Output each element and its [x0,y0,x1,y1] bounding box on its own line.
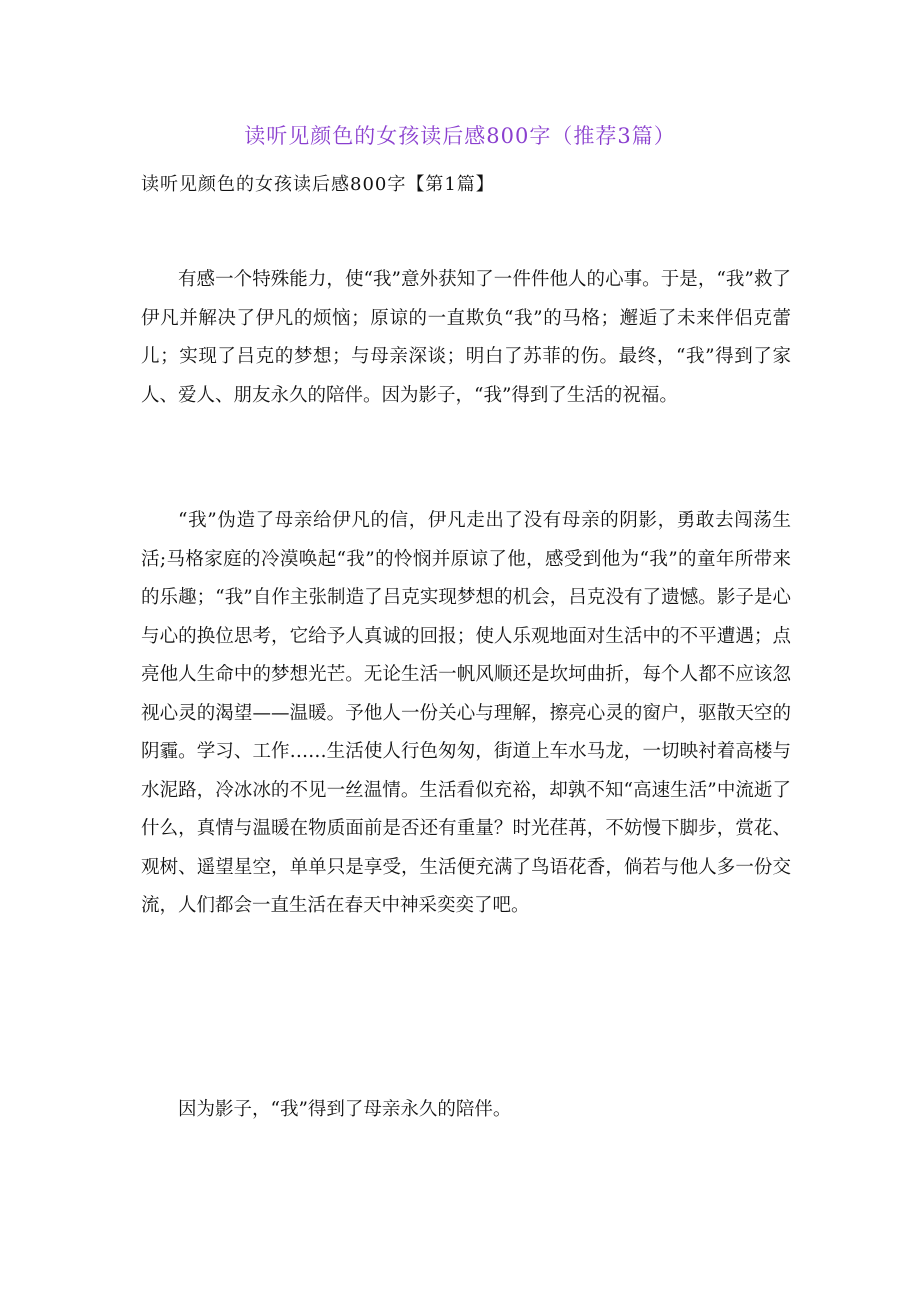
body-paragraph-3: 因为影子，“我”得到了母亲永久的陪伴。 [178,1099,512,1120]
chapter-heading: 读听见颜色的女孩读后感800字【第1篇】 [141,174,495,195]
body-paragraph-2: “我”伪造了母亲给伊凡的信，伊凡走出了没有母亲的阴影，勇敢去闯荡生活;马格家庭的冷漠唤起“我”的怜悯并原谅了他，感受到他为“我”的童年所带来的乐趣；“我”自作主张制造了吕克实现梦想的机会，吕克没有了遗憾。影子是心与心的换位思考，它给予人真诚的回报；使人乐观地面对生活中的不平遭遇；点亮他人生命中的梦想光芒。无论生活一帆风顺还是坎坷曲折，每个人都不应该忽视心灵的渴望——温暖。予他人一份关心与理解，擦亮心灵的窗户，驱散天空的阴霾。学习、工作……生活使人行色匆匆，街道上车水马龙，一切映衬着高楼与水泥路，冷冰冰的不见一丝温情。生活看似充裕，却孰不知“高速生活”中流逝了什么，真情与温暖在物质面前是否还有重量？时光荏苒，不妨慢下脚步，赏花、观树、遥望星空，单单只是享受，生活便充满了鸟语花香，倘若与他人多一份交流，人们都会一直生活在春天中神采奕奕了吧。 [141,510,791,916]
document-title: 读听见颜色的女孩读后感800字（推荐3篇） [244,124,676,148]
body-paragraph-1: 有感一个特殊能力，使“我”意外获知了一件件他人的心事。于是，“我”救了伊凡并解决了伊凡的烦恼；原谅的一直欺负“我”的马格；邂逅了未来伴侣克蕾儿；实现了吕克的梦想；与母亲深谈；明白了苏菲的伤。最终，“我”得到了家人、爱人、朋友永久的陪伴。因为影子，“我”得到了生活的祝福。 [141,269,791,406]
